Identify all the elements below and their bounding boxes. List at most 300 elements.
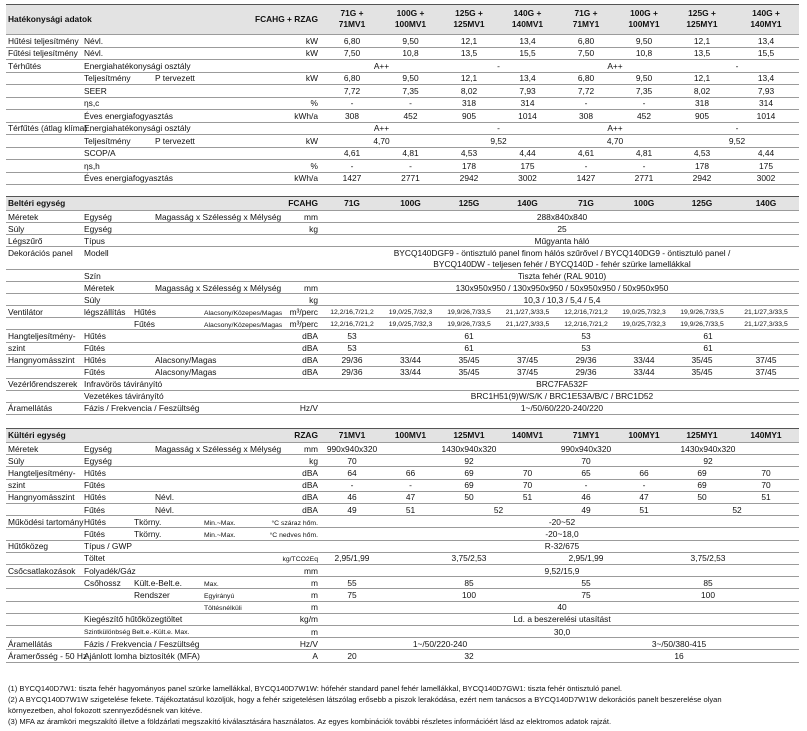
row-label: Dekorációs panel [8, 247, 73, 258]
value-span: 53 [347, 343, 357, 354]
row-sublabel: Fűtés [84, 504, 105, 515]
value-cell: 9,50 [635, 35, 653, 46]
value-cell: 3002 [756, 173, 776, 184]
value-all-columns: 288x840x840 [536, 211, 588, 222]
value-span: 1~/50/220-240 [412, 638, 468, 649]
unit: kW [305, 135, 318, 146]
value-span: - [497, 123, 500, 134]
unit: m [311, 590, 318, 600]
value-cell: 19,9/26,7/33,5 [680, 308, 724, 316]
unit: dBA [302, 355, 318, 366]
value-cell: 47 [639, 492, 649, 503]
model-column-header: 140MY1 [750, 430, 782, 440]
row-label: Hűtési teljesítmény [8, 35, 79, 46]
row-sublabel: Hűtés [84, 516, 106, 527]
value-span: 9,52 [728, 135, 746, 146]
row-label: Fűtési teljesítmény [8, 48, 78, 59]
value-cell: 35/45 [458, 355, 480, 366]
value-span: 61 [703, 330, 713, 341]
value-cell: 1427 [576, 173, 596, 184]
value-cell: 66 [639, 468, 649, 478]
value-cell: 21,1/27,3/33,5 [505, 308, 550, 316]
value-cell: 19,0/25,7/32,3 [388, 308, 433, 316]
value-cell: 7,50 [577, 48, 595, 59]
unit: % [310, 98, 318, 109]
value-span: 3,75/2,53 [451, 553, 487, 564]
value-cell: 9,50 [635, 73, 653, 84]
row-sublabel: Teljesítmény [84, 73, 131, 84]
value-cell: 7,93 [519, 85, 536, 96]
value-cell: 33/44 [400, 355, 421, 366]
value-cell: 8,02 [460, 85, 478, 96]
value-cell: 65 [581, 468, 591, 478]
value-cell: 175 [520, 160, 535, 171]
section-title: Hatékonysági adatok [8, 13, 92, 24]
value-span: 3~/50/380-415 [651, 638, 707, 649]
value-all-columns: 10,3 / 10,3 / 5,4 / 5,4 [523, 294, 601, 305]
value-cell: 50 [697, 492, 707, 503]
value-cell: 37/45 [517, 367, 538, 378]
value-cell: 29/36 [341, 355, 363, 366]
value-cell: 12,2/16,7/21,2 [330, 320, 374, 328]
value-span: 61 [464, 330, 474, 341]
value-all-columns: 40 [557, 602, 567, 613]
value-cell: 33/44 [633, 355, 655, 366]
model-column-header: 100G + 100MV1 [394, 8, 427, 29]
row-sublabel: Egység [84, 455, 112, 466]
model-label: FCAHG [288, 197, 318, 208]
value-cell: 46 [581, 492, 591, 503]
model-column-header: 71G [578, 198, 594, 208]
row-label: Súly [8, 223, 25, 234]
value-cell: 308 [579, 110, 593, 121]
value-cell: 9,50 [402, 73, 419, 84]
model-column-header: 140MV1 [511, 430, 544, 440]
value-cell: - [584, 160, 588, 171]
value-cell: 15,5 [519, 48, 536, 59]
value-cell: 51 [761, 492, 771, 503]
value-span: 49 [581, 504, 591, 515]
unit: kg/m [299, 614, 318, 625]
value-cell: 64 [347, 468, 357, 478]
value-cell: 452 [637, 110, 651, 121]
value-cell: 4,53 [693, 148, 711, 159]
section-top-rule [6, 196, 799, 197]
value-span: 32 [464, 651, 474, 661]
row-sublabel: ηs,c [84, 98, 100, 109]
value-all-columns: Ld. a beszerelési utasítást [513, 614, 611, 625]
value-span: 49 [347, 504, 357, 515]
value-span: - [642, 480, 646, 491]
value-span: - [584, 480, 588, 491]
value-cell: 13,4 [519, 35, 536, 46]
value-all-columns: -20~18,0 [545, 529, 579, 539]
row-detail: Alacsony/Magas [155, 355, 217, 366]
value-cell: 10,8 [402, 48, 419, 59]
value-cell: 29/36 [575, 367, 597, 378]
row-sublabel: légszállítás [84, 306, 126, 317]
row-detail: Magasság x Szélesség x Mélység [155, 282, 282, 293]
row-sublabel: ηs,h [84, 160, 100, 171]
value-cell: 6,80 [577, 35, 595, 46]
row-detail: Magasság x Szélesség x Mélység [155, 443, 282, 454]
value-all-columns: 30,0 [553, 626, 571, 637]
value-cell: 4,44 [519, 148, 536, 159]
value-span: 53 [581, 330, 591, 341]
value-span: 51 [405, 504, 416, 515]
value-cell: 4,61 [577, 148, 595, 159]
row-detail: Magasság x Szélesség x Mélység [155, 211, 282, 222]
value-cell: 29/36 [575, 355, 597, 366]
row-label: Áramellátás [8, 638, 53, 649]
value-span: 3,75/2,53 [690, 553, 726, 564]
row-label: Hangteljesítmény- [8, 468, 76, 478]
value-cell: 13,4 [519, 73, 536, 84]
unit: dBA [302, 330, 318, 341]
value-cell: - [642, 98, 646, 109]
row-detail: Kült.e-Belt.e. [134, 577, 182, 588]
value-cell: 8,02 [693, 85, 711, 96]
value-cell: 35/45 [458, 367, 480, 378]
value-span: 70 [522, 480, 533, 491]
model-column-header: 71MV1 [338, 430, 366, 440]
value-cell: 19,0/25,7/32,3 [622, 308, 666, 316]
row-sublabel: Fázis / Frekvencia / Feszültség [84, 403, 200, 414]
row-sublabel: Energiahatékonysági osztály [84, 123, 191, 134]
value-all-columns: Tiszta fehér (RAL 9010) [517, 270, 607, 281]
value-span: 61 [703, 343, 713, 354]
value-span: 85 [464, 577, 474, 588]
unit: kg [309, 223, 318, 234]
value-span: A++ [373, 60, 390, 71]
row-detail: Fűtés [134, 318, 155, 329]
value-span: 51 [639, 504, 649, 515]
unit: kg/TCO2Eq [282, 556, 318, 564]
value-cell: 21,1/27,3/33,5 [744, 320, 788, 328]
unit: kW [305, 48, 318, 59]
model-column-header: 100G + 100MY1 [628, 8, 660, 29]
footnote: (3) MFA az áramköri megszakító illetve a földzárlati megszakító kiválasztására használatos. Az egyes kombinációk további részletes információért lásd az elektromos adatok rajzát. [8, 717, 612, 726]
value-span: 70 [347, 455, 357, 466]
value-cell: - [642, 160, 646, 171]
row-sublabel: Infravörös távirányító [84, 379, 163, 390]
value-cell: 7,72 [577, 85, 595, 96]
row-label: Ventilátor [8, 306, 43, 317]
value-span: 70 [581, 455, 591, 466]
value-cell: 33/44 [400, 367, 421, 378]
row-sublabel: Hűtés [84, 492, 106, 503]
value-span: 55 [581, 577, 591, 588]
row-sublabel: SEER [84, 85, 107, 96]
value-span: 990x940x320 [326, 443, 378, 454]
row-sublabel: Hűtés [84, 355, 106, 366]
unit: Hz/V [299, 638, 318, 649]
value-span: 16 [674, 651, 684, 661]
model-column-header: 125MV1 [453, 430, 485, 440]
model-column-header: 71G [344, 198, 360, 208]
value-cell: 12,1 [693, 35, 711, 46]
row-sublabel: Töltet [84, 553, 105, 564]
unit: mm [304, 282, 318, 293]
value-span: - [497, 60, 500, 71]
value-cell: 318 [462, 98, 476, 109]
row-divider [6, 662, 799, 663]
row-sublabel: Egység [84, 211, 112, 222]
unit: Hz/V [299, 403, 318, 414]
value-cell: 6,80 [343, 73, 361, 84]
value-cell: - [409, 98, 412, 109]
value-cell: 905 [462, 110, 476, 121]
value-cell: 7,35 [635, 85, 653, 96]
value-cell: 12,2/16,7/21,2 [564, 308, 608, 316]
row-label: szint [8, 343, 26, 354]
row-sublabel: SCOP/A [84, 148, 116, 159]
model-column-header: 140G + 140MV1 [511, 8, 544, 29]
row-label: Súly [8, 455, 25, 466]
value-cell: 69 [697, 468, 707, 478]
row-sublabel: Szín [84, 270, 101, 281]
row-condition: Töltésnélküli [204, 605, 242, 613]
value-cell: 6,80 [577, 73, 595, 84]
value-cell: 314 [520, 98, 535, 109]
row-sublabel: Kiegészítő hűtőközegtöltet [84, 614, 183, 625]
value-cell: 1014 [756, 110, 776, 121]
value-cell: 37/45 [755, 367, 777, 378]
value-span: 85 [703, 577, 713, 588]
value-span: 70 [761, 480, 771, 491]
value-cell: 50 [464, 492, 474, 503]
value-cell: 12,1 [460, 35, 478, 46]
unit: mm [304, 565, 318, 576]
value-all-columns: BYCQ140DGF9 - öntisztuló panel finom hálós szűrővel / BYCQ140DG9 - öntisztuló panel / BYCQ140DW - teljesen fehér / BYCQ140D - fehér szürke lamellákkal [393, 247, 731, 269]
value-all-columns: 1~/50/60/220-240/220 [520, 403, 604, 414]
footnote: környezetben, ahol fokozott szennyeződésnek van kitéve. [8, 706, 203, 715]
value-span: 69 [464, 480, 474, 491]
row-sublabel: Éves energiafogyasztás [84, 110, 173, 121]
value-cell: 19,9/26,7/33,5 [447, 308, 491, 316]
value-cell: 7,35 [402, 85, 419, 96]
value-span: 55 [347, 577, 357, 588]
row-sublabel: Hűtés [84, 468, 106, 478]
value-span: 4,70 [373, 135, 390, 146]
value-span: 990x940x320 [560, 443, 612, 454]
value-cell: 19,9/26,7/33,5 [680, 320, 724, 328]
footnote: (2) A BYCQ140D7W1W szigetelése fekete. Tájékoztatásul közöljük, hogy a fehér szigetelésen látszólag erősebb a piszok lerakódása, ezért nem tanácsos a BYCQ140D7W1W dekorációs panelt beszerelése olyan [8, 695, 722, 704]
row-label: Légszűrő [8, 235, 43, 246]
row-sublabel: Szintkülönbség Belt.e.-Kült.e. Max. [84, 628, 190, 636]
row-label: Csőcsatlakozások [8, 565, 76, 576]
row-sublabel: Vezetékes távirányító [84, 391, 164, 402]
row-sublabel: Energiahatékonysági osztály [84, 60, 191, 71]
value-cell: - [409, 160, 412, 171]
unit: dBA [302, 367, 318, 378]
row-sublabel: Fűtés [84, 343, 105, 354]
row-label: Hangnyomásszint [8, 355, 75, 366]
value-cell: 12,1 [693, 73, 711, 84]
unit: m [311, 626, 318, 637]
row-detail: Tkörny. [134, 516, 162, 527]
row-condition: Alacsony/Közepes/Magas [204, 309, 283, 317]
unit: m [311, 577, 318, 588]
value-cell: 175 [759, 160, 773, 171]
value-cell: 1427 [342, 173, 362, 184]
unit: dBA [302, 480, 318, 491]
value-span: A++ [373, 123, 390, 134]
value-cell: 13,5 [460, 48, 478, 59]
row-label: Áramerősség - 50 Hz [8, 651, 88, 661]
value-all-columns: 25 [557, 223, 567, 234]
value-cell: - [350, 160, 354, 171]
value-cell: 19,0/25,7/32,3 [622, 320, 666, 328]
value-cell: 7,72 [343, 85, 361, 96]
value-cell: 21,1/27,3/33,5 [744, 308, 788, 316]
value-cell: 46 [347, 492, 357, 503]
value-span: 69 [697, 480, 707, 491]
value-span: 1430x940x320 [680, 443, 736, 454]
row-label: szint [8, 480, 26, 491]
value-cell: 19,0/25,7/32,3 [388, 320, 433, 328]
value-span: 92 [703, 455, 713, 466]
value-span: 2,95/1,99 [568, 553, 604, 564]
unit: m³/perc [289, 318, 318, 329]
row-sublabel: Névl. [84, 48, 104, 59]
unit: dBA [302, 468, 318, 478]
value-span: 75 [581, 590, 591, 600]
model-column-header: 100G [633, 198, 655, 208]
row-sublabel: Csőhossz [84, 577, 121, 588]
row-sublabel: Fűtés [84, 367, 105, 378]
unit: dBA [302, 504, 318, 515]
row-label: Vezérlőrendszerek [8, 379, 78, 390]
value-cell: 13,5 [693, 48, 711, 59]
row-detail: Névl. [155, 504, 175, 515]
row-sublabel: Hűtés [84, 330, 106, 341]
unit: °C száraz hőm. [271, 519, 318, 527]
row-label: Térfűtés (átlag klíma) [8, 123, 88, 134]
section-top-rule [6, 428, 799, 429]
model-column-header: 140G [755, 198, 777, 208]
model-column-header: 125G [458, 198, 480, 208]
row-sublabel: Modell [84, 247, 109, 258]
value-span: 100 [462, 590, 476, 600]
unit: A [312, 651, 318, 661]
value-cell: 12,2/16,7/21,2 [330, 308, 374, 316]
row-detail: Tkörny. [134, 529, 162, 539]
value-cell: - [584, 98, 588, 109]
unit: dBA [302, 492, 318, 503]
value-cell: 69 [464, 468, 474, 478]
value-cell: 33/44 [633, 367, 655, 378]
value-cell: 452 [403, 110, 418, 121]
value-cell: 13,4 [757, 73, 775, 84]
value-cell: 37/45 [755, 355, 777, 366]
value-cell: 2771 [401, 173, 420, 184]
value-cell: 7,50 [343, 48, 361, 59]
model-label: FCAHG + RZAG [254, 13, 318, 24]
row-detail: Hűtés [134, 306, 156, 317]
value-all-columns: BRC7FA532F [536, 379, 588, 390]
value-cell: 6,80 [343, 35, 361, 46]
value-cell: 12,2/16,7/21,2 [564, 320, 608, 328]
model-column-header: 125G [691, 198, 713, 208]
model-column-header: 140G + 140MY1 [750, 8, 782, 29]
value-cell: 2771 [634, 173, 654, 184]
value-all-columns: R-32/675 [544, 541, 580, 552]
row-sublabel: Típus [84, 235, 105, 246]
value-span: 52 [493, 504, 504, 515]
row-label: Méretek [8, 443, 39, 454]
value-span: A++ [607, 60, 623, 71]
value-cell: 4,53 [460, 148, 478, 159]
footnote: (1) BYCQ140D7W1: tiszta fehér hagyományos panel szürke lamellákkal, BYCQ140D7W1W: hófehér standard panel fehér lamellákkal, BYCQ140D7GW1: tiszta fehér öntisztuló panel. [8, 684, 622, 693]
row-sublabel: Fűtés [84, 480, 105, 491]
row-sublabel: Ajánlott lomha biztosíték (MFA) [84, 651, 200, 661]
row-sublabel: Fázis / Frekvencia / Feszültség [84, 638, 200, 649]
row-detail: P tervezett [155, 135, 195, 146]
model-column-header: 71MY1 [572, 430, 600, 440]
value-all-columns: 130x950x950 / 130x950x950 / 50x950x950 / 50x950x950 [455, 282, 669, 293]
value-cell: 4,81 [402, 148, 419, 159]
row-label: Áramellátás [8, 403, 53, 414]
unit: °C nedves hőm. [269, 532, 318, 539]
model-column-header: 125G + 125MY1 [686, 8, 718, 29]
value-cell: 2942 [692, 173, 712, 184]
unit: kWh/a [294, 110, 318, 121]
unit: kg [309, 455, 318, 466]
value-span: 52 [732, 504, 742, 515]
model-column-header: 100MV1 [394, 430, 427, 440]
section-top-rule [6, 4, 799, 5]
value-all-columns: 9,52/15,9 [544, 565, 580, 576]
unit: dBA [302, 343, 318, 354]
value-span: 20 [347, 651, 357, 661]
value-cell: 10,8 [635, 48, 653, 59]
section-title: Beltéri egység [8, 197, 66, 208]
value-cell: 35/45 [691, 367, 713, 378]
row-detail: Alacsony/Magas [155, 367, 217, 378]
value-cell: 4,61 [343, 148, 361, 159]
value-all-columns: Műgyanta háló [534, 235, 590, 246]
model-column-header: 100G [400, 198, 421, 208]
model-label: RZAG [294, 429, 318, 440]
row-sublabel: Folyadék/Gáz [84, 565, 136, 576]
row-sublabel: Névl. [84, 35, 104, 46]
model-column-header: 71G + 71MY1 [572, 8, 600, 29]
value-cell: 29/36 [341, 367, 363, 378]
value-span: - [350, 480, 354, 491]
row-condition: Min.~Max. [204, 519, 236, 527]
value-span: - [735, 123, 739, 134]
row-label: Működési tartomány [8, 516, 84, 527]
row-condition: Alacsony/Közepes/Magas [204, 321, 283, 329]
row-sublabel: Fűtés [84, 529, 105, 539]
model-column-header: 100MY1 [628, 430, 660, 440]
row-condition: Min.~Max. [204, 532, 236, 539]
value-cell: 178 [695, 160, 709, 171]
value-cell: 7,93 [757, 85, 775, 96]
row-label: Hangnyomásszint [8, 492, 75, 503]
value-cell: - [350, 98, 354, 109]
unit: kg [309, 294, 318, 305]
value-all-columns: BRC1H51(9)W/S/K / BRC1E53A/B/C / BRC1D52 [470, 391, 654, 402]
value-cell: 70 [522, 468, 533, 478]
value-span: 53 [347, 330, 357, 341]
row-divider [6, 414, 799, 415]
row-sublabel: Súly [84, 294, 101, 305]
row-detail: Névl. [155, 492, 175, 503]
value-cell: 13,4 [757, 35, 775, 46]
unit: kW [305, 35, 318, 46]
